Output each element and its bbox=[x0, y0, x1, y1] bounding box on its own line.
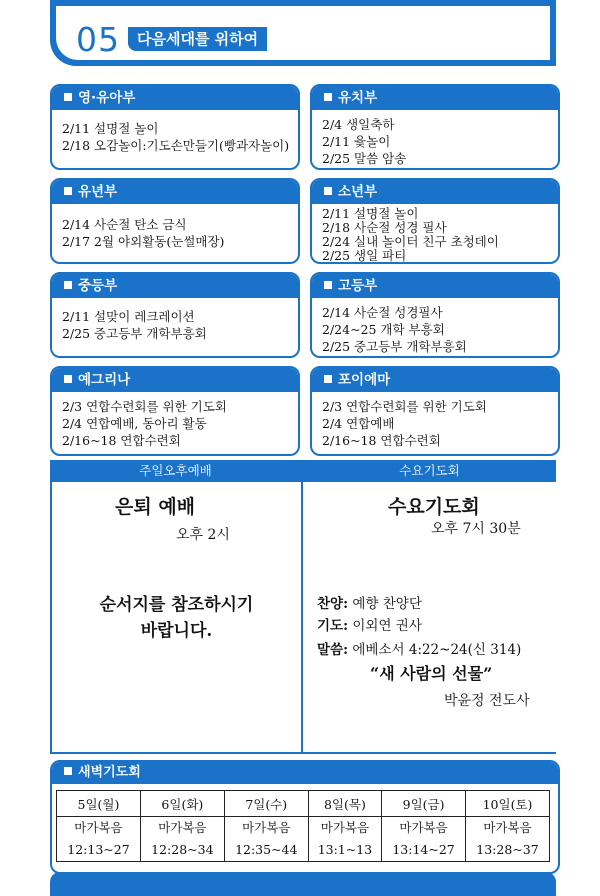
card-poiema bbox=[310, 366, 560, 456]
square-icon bbox=[324, 375, 332, 383]
verse: 13:14~27 bbox=[392, 842, 455, 857]
card-header: 소년부 bbox=[312, 180, 558, 204]
dawn-prayer-card bbox=[50, 760, 560, 874]
card-header: 유치부 bbox=[312, 86, 558, 110]
table-cell: 10일(토) bbox=[466, 791, 550, 817]
table-cell bbox=[224, 817, 308, 862]
column-divider bbox=[301, 460, 303, 754]
praise-value: 예향 찬양단 bbox=[352, 596, 422, 612]
table-cell bbox=[466, 817, 550, 862]
table-cell: 8일(목) bbox=[308, 791, 381, 817]
verse: 13:1~13 bbox=[317, 842, 373, 857]
book: 마가복음 bbox=[483, 820, 532, 835]
sunday-pm-title: 은퇴 예배 bbox=[115, 496, 196, 518]
list-item: 2/4 연합예배 bbox=[322, 416, 395, 431]
list-item: 2/24 실내 놀이터 친구 초청데이 bbox=[322, 234, 499, 249]
card-infant bbox=[50, 84, 300, 170]
square-icon bbox=[64, 93, 72, 101]
table-cell: 6일(화) bbox=[140, 791, 224, 817]
prayer-label: 기도: bbox=[317, 618, 349, 634]
prayer-row bbox=[317, 614, 422, 634]
card-header: 영·유아부 bbox=[52, 86, 298, 110]
table-row bbox=[57, 791, 550, 817]
preacher: 박윤정 전도사 bbox=[444, 693, 530, 709]
list-item: 2/11 설맞이 레크레이션 bbox=[62, 309, 195, 324]
table-cell: 9일(금) bbox=[382, 791, 466, 817]
sunday-pm-note-1: 순서지를 참조하시기 bbox=[99, 595, 254, 615]
list-item: 2/17 2월 야외활동(눈썰매장) bbox=[62, 234, 225, 249]
verse: 12:13~27 bbox=[67, 842, 130, 857]
list-item: 2/4 생일축하 bbox=[322, 117, 395, 132]
card-header: 고등부 bbox=[312, 274, 558, 298]
verse: 12:35~44 bbox=[235, 842, 298, 857]
card-header: 포이에마 bbox=[312, 368, 558, 392]
wednesday-header: 수요기도회 bbox=[399, 463, 460, 478]
list-item: 2/3 연합수련회를 위한 기도회 bbox=[322, 399, 487, 414]
list-item: 2/24~25 개학 부흥회 bbox=[322, 322, 445, 337]
sunday-pm-note-2: 바랍니다. bbox=[140, 621, 213, 641]
table-cell bbox=[308, 817, 381, 862]
dawn-prayer-table bbox=[56, 790, 550, 862]
word-value: 에베소서 4:22~24(신 314) bbox=[352, 642, 522, 658]
praise-label: 찬양: bbox=[317, 596, 349, 612]
table-cell bbox=[140, 817, 224, 862]
list-item: 2/11 윷놀이 bbox=[322, 134, 391, 149]
list-item: 2/16~18 연합수련회 bbox=[62, 433, 181, 448]
list-item: 2/18 오감놀이:기도손만들기(빵과자놀이) bbox=[62, 138, 290, 153]
card-high-school bbox=[310, 272, 560, 358]
verse: 12:28~34 bbox=[151, 842, 214, 857]
square-icon bbox=[324, 281, 332, 289]
verse: 13:28~37 bbox=[476, 842, 539, 857]
square-icon bbox=[64, 187, 72, 195]
table-cell: 5일(월) bbox=[57, 791, 141, 817]
card-header: 중등부 bbox=[52, 274, 298, 298]
book: 마가복음 bbox=[158, 820, 207, 835]
card-kindergarten bbox=[310, 84, 560, 170]
list-item: 2/14 사순절 성경필사 bbox=[322, 305, 443, 320]
book: 마가복음 bbox=[242, 820, 291, 835]
table-cell: 7일(수) bbox=[224, 791, 308, 817]
list-item: 2/4 연합예배, 동아리 활동 bbox=[62, 416, 207, 431]
list-item: 2/25 중고등부 개학부흥회 bbox=[62, 326, 207, 341]
footer-bar bbox=[50, 872, 556, 896]
prayer-value: 이외연 권사 bbox=[352, 618, 422, 634]
card-yegreena bbox=[50, 366, 300, 456]
card-elementary-senior bbox=[310, 178, 560, 264]
wednesday-time: 오후 7시 30분 bbox=[431, 521, 521, 537]
book: 마가복음 bbox=[399, 820, 448, 835]
sermon-title: “새 사람의 선물” bbox=[370, 664, 493, 683]
book: 마가복음 bbox=[74, 820, 123, 835]
list-item: 2/25 말씀 암송 bbox=[322, 151, 407, 166]
praise-row bbox=[317, 592, 422, 612]
card-middle-school bbox=[50, 272, 300, 358]
word-label: 말씀: bbox=[317, 642, 349, 658]
card-header: 유년부 bbox=[52, 180, 298, 204]
list-item: 2/14 사순절 탄소 금식 bbox=[62, 217, 187, 232]
book: 마가복음 bbox=[320, 820, 370, 835]
square-icon bbox=[324, 187, 332, 195]
list-item: 2/11 설명절 놀이 bbox=[62, 121, 159, 136]
word-row bbox=[317, 638, 521, 658]
sunday-pm-time: 오후 2시 bbox=[176, 527, 230, 543]
list-item: 2/18 사순절 성경 필사 bbox=[322, 220, 447, 235]
list-item: 2/11 설명절 놀이 bbox=[322, 206, 419, 221]
table-cell bbox=[382, 817, 466, 862]
list-item: 2/25 중고등부 개학부흥회 bbox=[322, 339, 467, 354]
wednesday-title: 수요기도회 bbox=[388, 496, 480, 518]
card-elementary-junior bbox=[50, 178, 300, 264]
square-icon bbox=[64, 375, 72, 383]
section-number: 05 bbox=[76, 20, 120, 59]
square-icon bbox=[64, 281, 72, 289]
dawn-prayer-header: 새벽기도회 bbox=[52, 762, 558, 784]
bottom-border bbox=[50, 752, 556, 754]
section-title: 다음세대를 위하여 bbox=[128, 27, 267, 51]
card-header: 예그리나 bbox=[52, 368, 298, 392]
list-item: 2/16~18 연합수련회 bbox=[322, 433, 441, 448]
table-row bbox=[57, 817, 550, 862]
list-item: 2/3 연합수련회를 위한 기도회 bbox=[62, 399, 227, 414]
list-item: 2/25 생일 파티 bbox=[322, 248, 407, 263]
square-icon bbox=[324, 93, 332, 101]
table-cell bbox=[57, 817, 141, 862]
sunday-pm-header: 주일오후예배 bbox=[139, 463, 212, 478]
square-icon bbox=[64, 767, 72, 775]
